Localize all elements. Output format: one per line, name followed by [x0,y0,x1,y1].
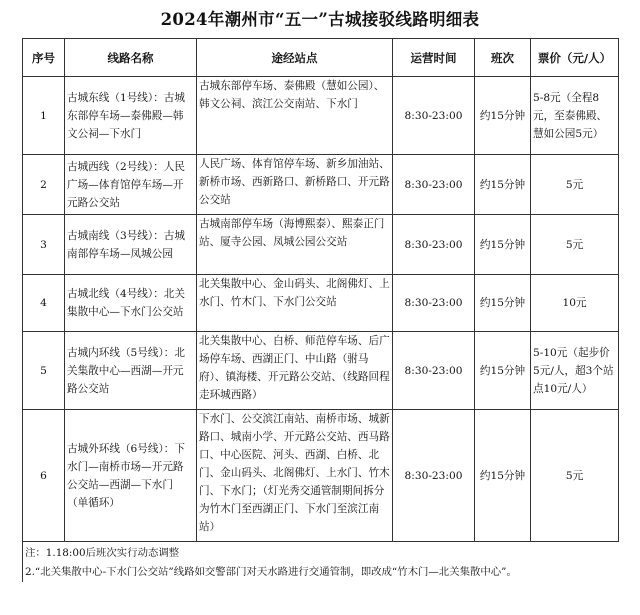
note-1: 注：1.18:00后班次实行动态调整 [25,547,180,559]
row-no: 1 [23,77,65,155]
row-no: 2 [23,155,65,215]
row-stops: 北关集散中心、白桥、师范停车场、后广场停车场、西湖正门、中山路（驸马府）、镇海楼、开元路公交站、（线路回程走环城西路） [197,332,393,410]
row-no: 4 [23,275,65,332]
row-fare: 10元 [531,275,619,332]
header-stops: 途经站点 [197,39,393,77]
row-frequency: 约15分钟 [475,215,531,275]
row-frequency: 约15分钟 [475,410,531,542]
row-frequency: 约15分钟 [475,155,531,215]
row-route-name: 古城外环线（6号线）：下水门—南桥市场—开元路公交站—西湖—下水门（单循环） [65,410,197,542]
table-row [23,410,619,542]
header-frequency: 班次 [475,39,531,77]
row-fare: 5元 [531,155,619,215]
table-row [23,332,619,410]
row-stops: 古城东部停车场、泰佛殿（慧如公园）、韩文公祠、滨江公交南站、下水门 [197,77,393,155]
row-hours: 8:30-23:00 [393,275,475,332]
row-fare: 5元 [531,410,619,542]
row-route-name: 古城西线（2号线）：人民广场—体育馆停车场—开元路公交站 [65,155,197,215]
row-hours: 8:30-23:00 [393,155,475,215]
header-route-name: 线路名称 [65,39,197,77]
row-stops: 北关集散中心、金山码头、北阁佛灯、上水门、竹木门、下水门公交站 [197,275,393,332]
row-frequency: 约15分钟 [475,332,531,410]
row-route-name: 古城南线（3号线）：古城南部停车场—凤城公园 [65,215,197,275]
row-hours: 8:30-23:00 [393,77,475,155]
row-route-name: 古城内环线（5号线）：北关集散中心—西湖—开元路公交站 [65,332,197,410]
table-row [23,155,619,215]
note-2: 2.“北关集散中心-下水门公交站”线路如交警部门对天水路进行交通管制，即改成“竹木门—北关集散中心”。 [25,566,517,578]
table-row [23,77,619,155]
header-hours: 运营时间 [393,39,475,77]
header-no: 序号 [23,39,65,77]
page-title: 2024年潮州市“五一”古城接驳线路明细表 [160,10,480,29]
row-route-name: 古城北线（4号线）：北关集散中心—下水门公交站 [65,275,197,332]
row-fare: 5-10元（起步价5元/人，超3个站点10元/人） [531,332,619,410]
row-fare: 5-8元（全程8元，至泰佛殿、慧如公园5元） [531,77,619,155]
row-hours: 8:30-23:00 [393,332,475,410]
row-no: 6 [23,410,65,542]
table-header-row [23,39,619,77]
row-stops: 古城南部停车场（海博熙泰）、熙泰正门站、厦寺公园、凤城公园公交站 [197,215,393,275]
row-no: 5 [23,332,65,410]
row-stops: 人民广场、体育馆停车场、新乡加油站、新桥市场、西新路口、新桥路口、开元路公交站 [197,155,393,215]
route-table [22,38,619,582]
table-row [23,215,619,275]
row-stops: 下水门、公交滨江南站、南桥市场、城新路口、城南小学、开元路公交站、西马路口、中心医院、河头、西湖、白桥、北门、金山码头、北阁佛灯、上水门、竹木门、下水门；（灯光秀交通管制期间拆分为竹木门至西湖正门、下水门至滨江南站） [197,410,393,542]
table-row [23,275,619,332]
row-fare: 5元 [531,215,619,275]
row-hours: 8:30-23:00 [393,215,475,275]
row-frequency: 约15分钟 [475,275,531,332]
row-frequency: 约15分钟 [475,77,531,155]
notes-row [23,542,619,583]
header-fare: 票价（元/人） [531,39,619,77]
row-no: 3 [23,215,65,275]
row-hours: 8:30-23:00 [393,410,475,542]
row-route-name: 古城东线（1号线）：古城东部停车场—泰佛殿—韩文公祠—下水门 [65,77,197,155]
